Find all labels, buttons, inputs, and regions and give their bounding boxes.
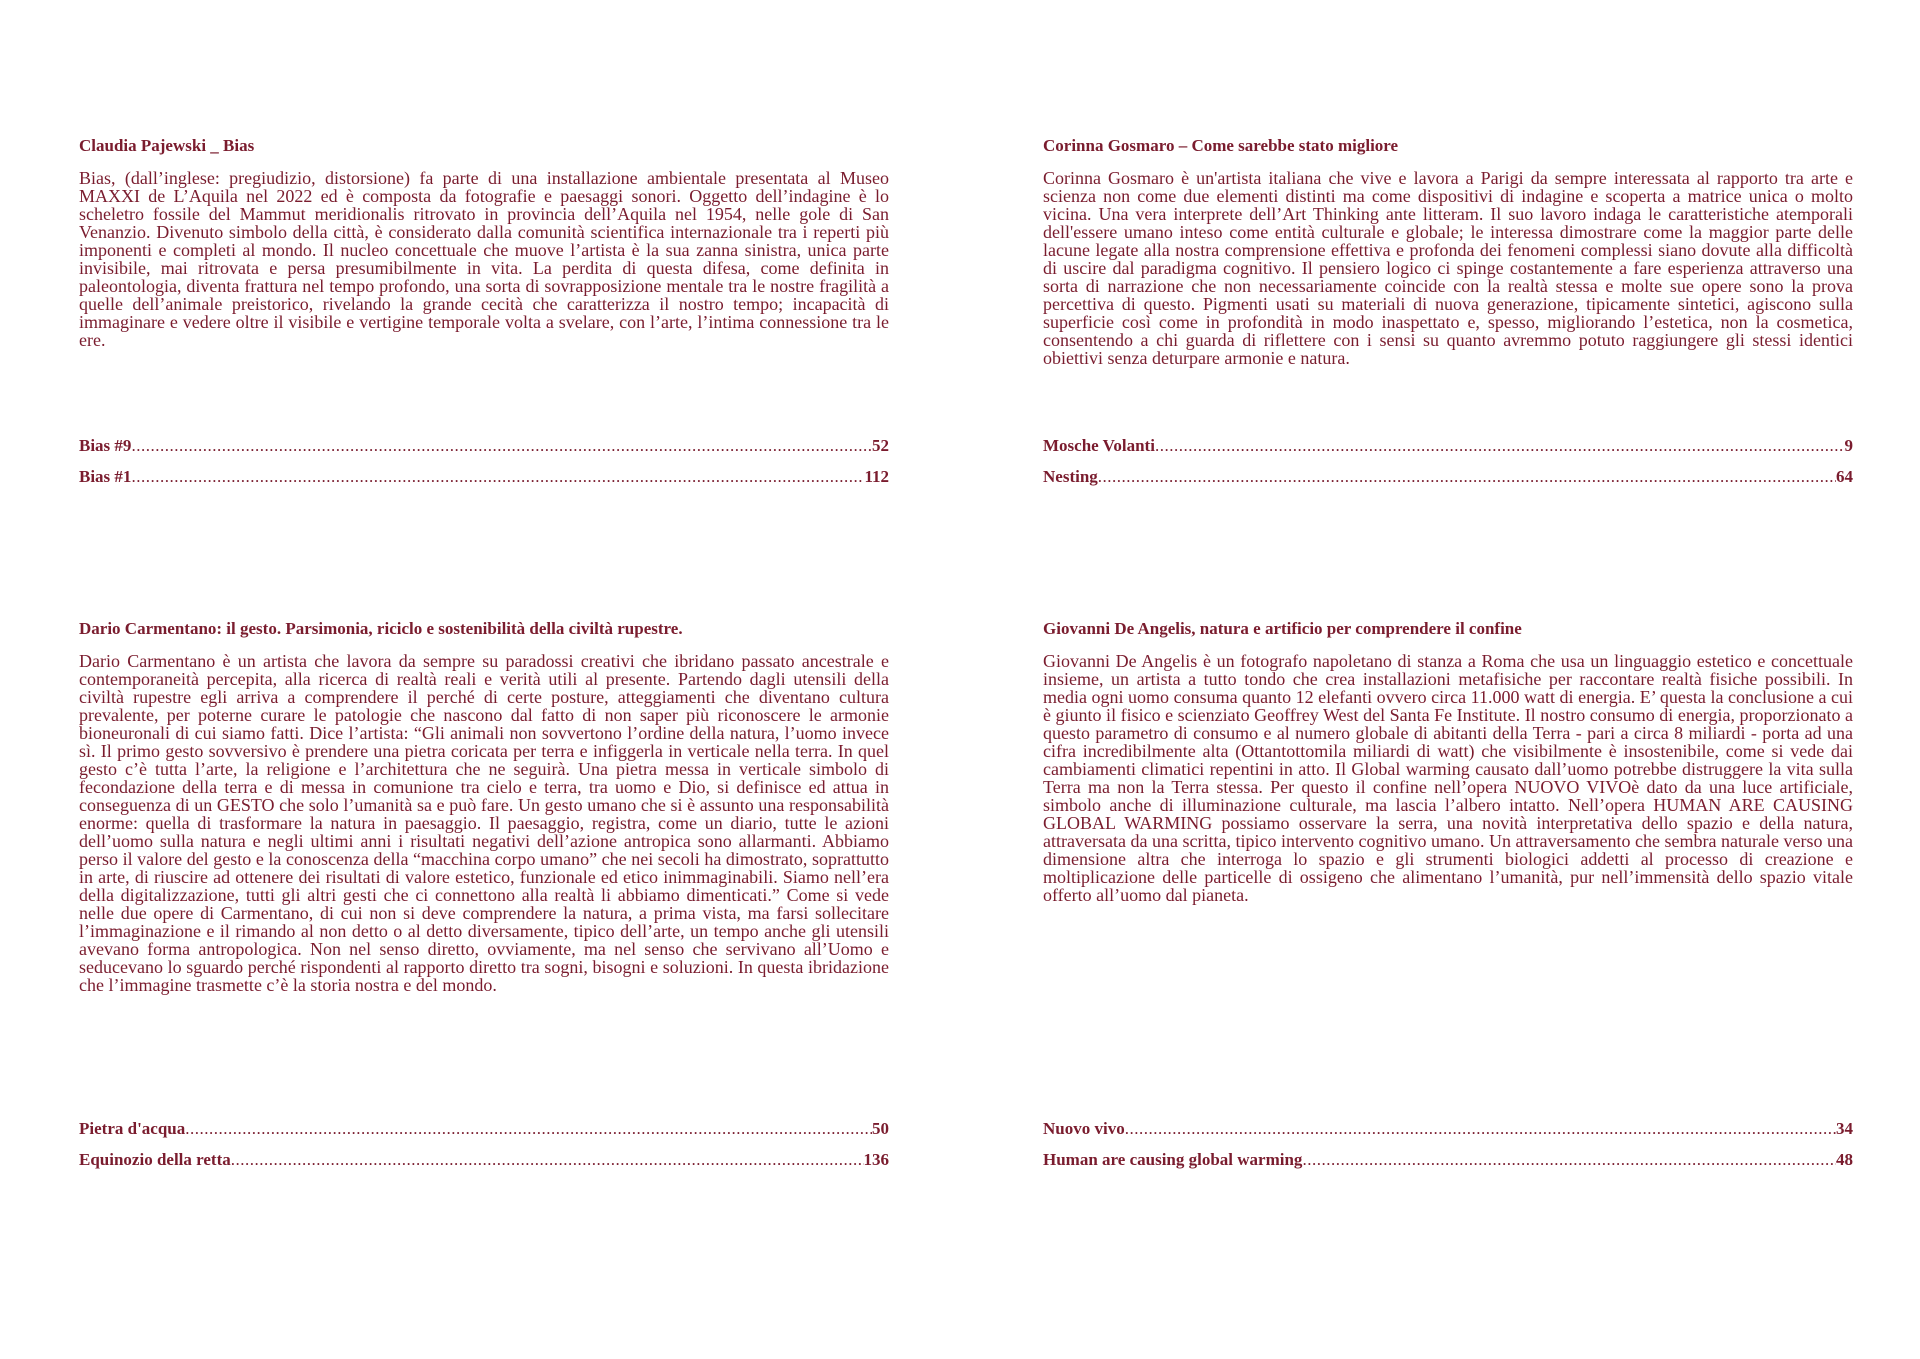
section-heading: Claudia Pajewski _ Bias <box>79 136 255 155</box>
toc-leader-dots <box>131 461 864 492</box>
toc-leader-dots <box>1098 461 1836 492</box>
artist-section-carmentano <box>79 619 889 994</box>
works-list-de-angelis <box>1043 1113 1853 1175</box>
toc-entry-title: Mosche Volanti <box>1043 436 1155 455</box>
section-body: Bias, (dall’inglese: pregiudizio, distorsione) fa parte di una installazione ambientale presentata al Museo MAXXI de L’Aquila nel 2022 ed è composta da fotografie e paesaggi sonori. Oggetto dell’indagine è lo scheletro fossile del Mammut meridionalis ritrovato in provincia dell’Aquila nel 1954, nelle gole di San Venanzio. Divenuto simbolo della città, è considerato dalla comunità scientifica internazionale tra i reperti più imponenti e completi al mondo. Il nucleo concettuale che muove l’artista è la sua zanna sinistra, unica parte invisibile, mai ritrovata e persa presumibilmente in vita. La perdita di questa difesa, come definita in paleontologia, diventa frattura nel tempo profondo, una sorta di sovrapposizione mentale tra le nostre fragilità a quelle dell’animale preistorico, rivelando la grande cecità che caratterizza il nostro tempo; incapacità di immaginare e vedere oltre il visibile e vertigine temporale volta a svelare, con l’arte, l’intima connessione tra le ere. <box>79 168 889 350</box>
toc-entry-page: 136 <box>863 1150 889 1169</box>
toc-entry[interactable] <box>79 430 889 461</box>
artist-section-gosmaro <box>1043 136 1853 367</box>
toc-entry[interactable] <box>79 1144 889 1175</box>
toc-entry-page: 50 <box>872 1119 889 1138</box>
toc-entry-page: 112 <box>864 467 889 486</box>
toc-entry-page: 48 <box>1836 1150 1853 1169</box>
toc-entry[interactable] <box>1043 1113 1853 1144</box>
toc-entry[interactable] <box>79 461 889 492</box>
toc-entry-title: Bias #1 <box>79 467 132 486</box>
artist-section-de-angelis <box>1043 619 1853 904</box>
toc-entry-title: Nuovo vivo <box>1043 1119 1125 1138</box>
section-heading: Dario Carmentano: il gesto. Parsimonia, riciclo e sostenibilità della civiltà rupestre. <box>79 619 683 638</box>
toc-leader-dots <box>131 430 872 461</box>
toc-leader-dots <box>231 1144 864 1175</box>
toc-leader-dots <box>185 1113 872 1144</box>
toc-leader-dots <box>1155 430 1845 461</box>
toc-entry-title: Pietra d'acqua <box>79 1119 186 1138</box>
section-body: Dario Carmentano è un artista che lavora da sempre su paradossi creativi che ibridano passato ancestrale e contemporaneità percepita, alla ricerca di realtà reali e verità utili al presente. Partendo dagli utensili della civiltà rupestre egli arriva a comprendere il perché di certe posture, atteggiamenti che diventano cultura prevalente, per poterne curare le patologie che nascono dal fatto di non saper più riconoscere le armonie bioneuronali di cui siamo fatti. Dice l’artista: “Gli animali non sovvertono l’ordine della natura, l’uomo invece sì. Il primo gesto sovversivo è prendere una pietra coricata per terra e infiggerla in verticale nella terra. In quel gesto c’è tutta l’arte, la religione e l’architettura che ne seguirà. Una pietra messa in verticale simbolo di fecondazione della terra e di messa in comunione tra cielo e terra, tra uomo e Dio, si definisce ed attua in conseguenza di un GESTO che solo l’umanità sa e può fare. Un gesto umano che si è assunto una responsabilità enorme: quella di trasformare la natura in paesaggio. Il paesaggio, registra, come un diario, tutte le azioni dell’uomo sulla natura e negli ultimi anni i risultati negativi dell’azione antropica sono allarmanti. Abbiamo perso il valore del gesto e la conoscenza della “macchina corpo umano” che nei secoli ha dimostrato, soprattutto in arte, di riuscire ad ottenere dei risultati di valore estetico, funzionale ed etico inimmaginabili. Siamo nell’era della digitalizzazione, tutti gli altri gesti che ci connettono alla realtà li abbiamo dimenticati.” Come si vede nelle due opere di Carmentano, di cui non si deve comprendere la natura, a prima vista, ma farsi sollecitare l’immaginazione e il rimando al non detto o al detto diversamente, tipico dell’arte, un tempo anche gli utensili avevano forma antropologica. Non nel senso diretto, ovviamente, ma nel senso che servivano all’Uomo e seducevano lo sguardo perché rispondenti al rapporto diretto tra sogni, bisogni e soluzioni. In questa ibridazione che l’immagine trasmette c’è la storia nostra e del mondo. <box>79 651 889 995</box>
works-list-carmentano <box>79 1113 889 1175</box>
toc-entry-page: 52 <box>872 436 889 455</box>
toc-entry-title: Equinozio della retta <box>79 1150 231 1169</box>
toc-entry[interactable] <box>1043 1144 1853 1175</box>
toc-entry-title: Human are causing global warming <box>1043 1150 1303 1169</box>
toc-entry-title: Bias #9 <box>79 436 132 455</box>
toc-leader-dots <box>1302 1144 1836 1175</box>
artist-section-pajewski <box>79 136 889 349</box>
toc-entry-page: 64 <box>1836 467 1853 486</box>
section-heading: Giovanni De Angelis, natura e artificio per comprendere il confine <box>1043 619 1522 638</box>
toc-entry[interactable] <box>1043 461 1853 492</box>
toc-leader-dots <box>1125 1113 1836 1144</box>
works-list-pajewski <box>79 430 889 492</box>
toc-entry-page: 34 <box>1836 1119 1853 1138</box>
toc-entry[interactable] <box>79 1113 889 1144</box>
section-body: Corinna Gosmaro è un'artista italiana che vive e lavora a Parigi da sempre interessata al rapporto tra arte e scienza non come due elementi distinti ma come dispositivi di indagine e scoperta a matrice unica o molto vicina. Una vera interprete dell’Art Thinking ante litteram. Il suo lavoro indaga le caratteristiche atemporali dell'essere umano inteso come entità culturale e globale; le interessa dimostrare come la maggior parte delle lacune legate alla nostra comprensione effettiva e profonda dei fenomeni complessi siano dovute alla difficoltà di uscire dal paradigma cognitivo. Il pensiero logico ci spinge costantemente a fare esperienza attraverso una sorta di narrazione che non necessariamente coincide con la realtà stessa e molte sue opere sono la prova percettiva di questo. Pigmenti usati su materiali di nuova generazione, tipicamente sintetici, agiscono sulla superficie così come in profondità in modo inaspettato e, spesso, migliorando l’estetica, non la cosmetica, consentendo a chi guarda di riflettere con i sensi su quanto avremmo potuto raggiungere gli stessi identici obiettivi senza deturpare armonie e natura. <box>1043 168 1853 368</box>
section-body: Giovanni De Angelis è un fotografo napoletano di stanza a Roma che usa un linguaggio estetico e concettuale insieme, un artista a tutto tondo che crea installazioni metafisiche per raccontare realtà fisiche possibili. In media ogni uomo consuma quanto 12 elefanti ovvero circa 11.000 watt di energia. E’ questa la conclusione a cui è giunto il fisico e scienziato Geoffrey West del Santa Fe Institute. Il nostro consumo di energia, proporzionato a questo parametro di consumo e al numero globale di abitanti della Terra - pari a circa 8 miliardi - porta ad una cifra incredibilmente alta (Ottantottomila miliardi di watt) che visibilmente è insostenibile, come si vede dai cambiamenti climatici repentini in atto. Il Global warming causato dall’uomo potrebbe distruggere la vita sulla Terra ma non la Terra stessa. Per questo il confine nell’opera NUOVO VIVOè dato da una luce artificiale, simbolo anche di illuminazione culturale, ma lascia l’albero intatto. Nell’opera HUMAN ARE CAUSING GLOBAL WARMING possiamo osservare la serra, una novità interpretativa dello spazio e della natura, attraversata da una scritta, tipico intervento cognitivo umano. Un attraversamento che sembra naturale verso una dimensione altra che interroga lo spazio e gli strumenti biologici addetti al processo di creazione e moltiplicazione delle particelle di ossigeno che alimentano l’umanità, pur nell’immensità dello spazio vitale offerto all’uomo dal pianeta. <box>1043 651 1853 905</box>
toc-entry-page: 9 <box>1844 436 1853 455</box>
toc-entry-title: Nesting <box>1043 467 1098 486</box>
works-list-gosmaro <box>1043 430 1853 492</box>
toc-entry[interactable] <box>1043 430 1853 461</box>
section-heading: Corinna Gosmaro – Come sarebbe stato migliore <box>1043 136 1399 155</box>
